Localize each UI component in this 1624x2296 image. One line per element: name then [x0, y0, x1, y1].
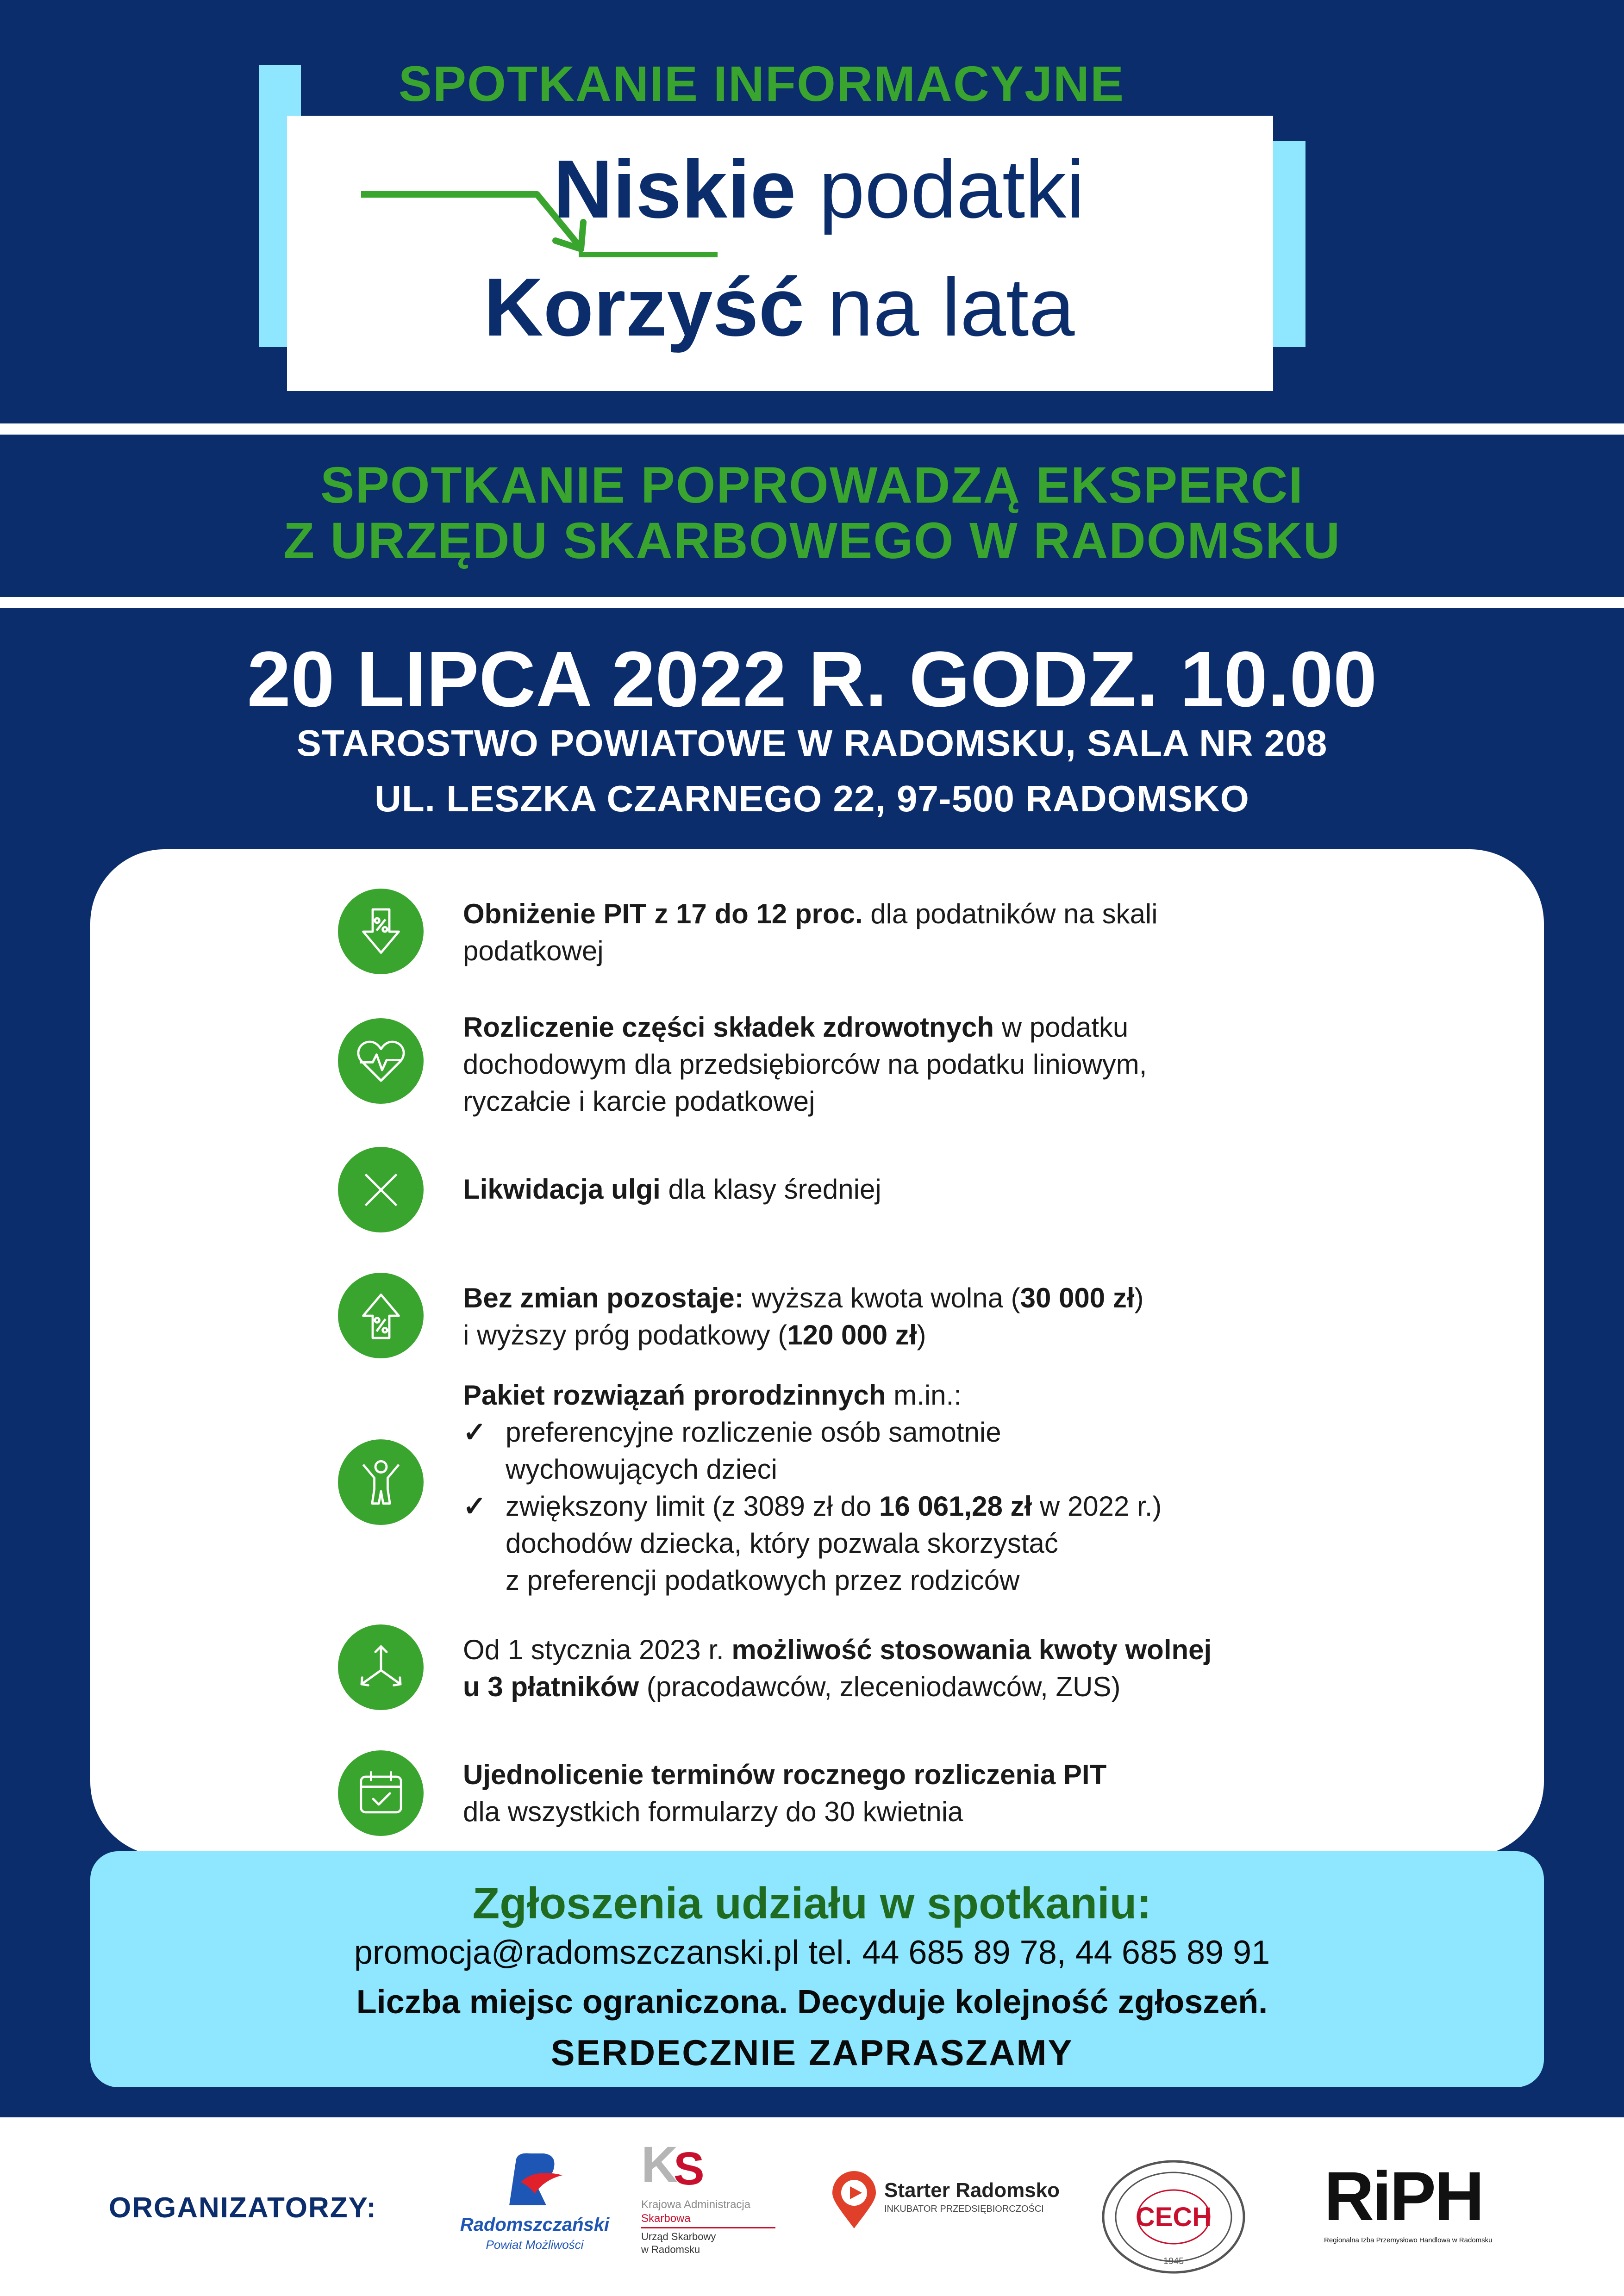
- divider-bottom: [0, 597, 1624, 608]
- list-item-unchanged: [463, 1280, 1343, 1354]
- venue-line-1: STAROSTWO POWIATOWE W RADOMSKU, SALA NR 208: [296, 722, 1328, 764]
- calendar-check-icon: [338, 1750, 424, 1836]
- item-bold: Bez zmian pozostaje:: [463, 1282, 744, 1313]
- logo5-sub: Regionalna Izba Przemysłowo Handlowa w Radomsku: [1324, 2236, 1493, 2244]
- bullet-child-income-limit: [463, 1488, 1343, 1599]
- venue-line-2: UL. LESZKA CZARNEGO 22, 97-500 RADOMSKO: [375, 778, 1249, 819]
- percent-up-icon: [338, 1273, 424, 1358]
- cech-seal-icon: [1099, 2157, 1248, 2277]
- event-date: 20 LIPCA 2022 R. GODZ. 10.00: [247, 635, 1377, 723]
- item-text: ): [1134, 1282, 1144, 1313]
- registration-heading: Zgłoszenia udziału w spotkaniu:: [472, 1879, 1152, 1928]
- item-amount: 120 000 zł: [787, 1319, 917, 1350]
- item-text: Od 1 stycznia 2023 r.: [463, 1634, 732, 1665]
- item-text: preferencyjne rozliczenie osób samotnie: [506, 1417, 1001, 1448]
- kas-logo-icon: [641, 2138, 734, 2194]
- item-text: z preferencji podatkowych przez rodziców: [506, 1565, 1020, 1596]
- logo1-sub: Powiat Możliwości: [486, 2238, 584, 2252]
- item-text: dla podatników na skali: [862, 898, 1158, 929]
- title-line-1-light: podatki: [818, 143, 1085, 235]
- bullet-single-parents: [463, 1414, 1343, 1488]
- logo2-line4: w Radomsku: [641, 2244, 700, 2255]
- item-text: wyższa kwota wolna (: [743, 1282, 1020, 1313]
- item-text: ): [917, 1319, 926, 1350]
- item-text: i wyższy próg podatkowy (: [463, 1319, 787, 1350]
- powiat-logo-icon: [502, 2150, 567, 2210]
- item-text: wychowujących dzieci: [506, 1454, 777, 1485]
- item-bold: u 3 płatników: [463, 1671, 639, 1702]
- experts-line-2: Z URZĘDU SKARBOWEGO W RADOMSKU: [283, 512, 1341, 569]
- item-text: dochodowym dla przedsiębiorców na podatku liniowym,: [463, 1049, 1147, 1080]
- title-line-2-light: na lata: [827, 261, 1075, 353]
- item-bold: Pakiet rozwiązań prorodzinnych: [463, 1380, 886, 1411]
- list-item-tax-free-amount: [463, 1631, 1343, 1705]
- title-line-2-bold: Korzyść: [484, 261, 805, 353]
- logo-riph: [1324, 2157, 1493, 2254]
- item-text: m.in.:: [886, 1380, 962, 1411]
- svg-text:K: K: [641, 2138, 678, 2193]
- logo-starter-radomsko: [829, 2171, 1069, 2235]
- logo2-divider: [641, 2227, 775, 2228]
- title-line-1: [553, 143, 1085, 235]
- list-item-health-contributions: [463, 1009, 1343, 1120]
- item-amount: 30 000 zł: [1020, 1282, 1135, 1313]
- check-icon: ✓: [463, 1417, 487, 1448]
- item-text: w podatku: [994, 1012, 1129, 1043]
- list-item-family-package: [463, 1377, 1343, 1599]
- logo-kas: [641, 2138, 780, 2277]
- item-text: dochodów dziecka, który pozwala skorzystać: [506, 1528, 1058, 1559]
- cross-icon: [338, 1147, 424, 1232]
- invitation-text: SERDECZNIE ZAPRASZAMY: [550, 2032, 1074, 2073]
- item-text: zwiększony limit (z 3089 zł do: [506, 1491, 879, 1522]
- percent-down-icon: [338, 889, 424, 974]
- list-item-unified-deadlines: [463, 1756, 1343, 1830]
- item-amount: 16 061,28 zł: [879, 1491, 1032, 1522]
- item-bold: Rozliczenie części składek zdrowotnych: [463, 1012, 994, 1043]
- cech-year: 1945: [1163, 2256, 1184, 2266]
- item-text: w 2022 r.): [1032, 1491, 1162, 1522]
- logo2-line2: Skarbowa: [641, 2212, 691, 2225]
- item-text: podatkowej: [463, 935, 604, 966]
- item-bold: Ujednolicenie terminów rocznego rozliczenia PIT: [463, 1759, 1107, 1790]
- logo5-mark: RiPH: [1324, 2157, 1483, 2235]
- heart-pulse-icon: [338, 1018, 424, 1104]
- logo-radomszczanski: [458, 2150, 611, 2265]
- logo-cech: [1099, 2157, 1248, 2277]
- underline-decor: [579, 250, 718, 259]
- location-pin-icon: [829, 2171, 880, 2231]
- organizers-label: ORGANIZATORZY:: [109, 2192, 377, 2224]
- logo2-line1: Krajowa Administracja: [641, 2198, 751, 2211]
- logo2-line3: Urząd Skarbowy: [641, 2231, 716, 2242]
- item-bold: Likwidacja ulgi: [463, 1174, 661, 1205]
- check-icon: ✓: [463, 1491, 487, 1522]
- cech-mark: CECH: [1135, 2202, 1212, 2232]
- limited-seats-note: Liczba miejsc ograniczona. Decyduje kolejność zgłoszeń.: [356, 1984, 1268, 2021]
- list-item-relief-removal: [463, 1171, 1343, 1208]
- item-text: ryczałcie i karcie podatkowej: [463, 1086, 815, 1117]
- family-icon: [338, 1439, 424, 1525]
- title-line-1-bold: Niskie: [553, 143, 796, 235]
- divider-top: [0, 423, 1624, 435]
- list-item-pit-reduction: [463, 896, 1343, 970]
- item-text: dla klasy średniej: [660, 1174, 881, 1205]
- experts-line-1: SPOTKANIE POPROWADZĄ EKSPERCI: [320, 457, 1304, 514]
- contact-info[interactable]: promocja@radomszczanski.pl tel. 44 685 89 78, 44 685 89 91: [354, 1934, 1270, 1971]
- title-line-2: [484, 261, 1075, 353]
- svg-text:S: S: [674, 2143, 705, 2194]
- title-box: [287, 116, 1273, 391]
- split-arrows-icon: [338, 1624, 424, 1710]
- item-bold: możliwość stosowania kwoty wolnej: [731, 1634, 1212, 1665]
- item-text: (pracodawców, zleceniodawców, ZUS): [639, 1671, 1121, 1702]
- kicker-text: SPOTKANIE INFORMACYJNE: [398, 56, 1125, 112]
- logo1-name: Radomszczański: [460, 2215, 610, 2235]
- item-bold: Obniżenie PIT z 17 do 12 proc.: [463, 898, 863, 929]
- item-text: dla wszystkich formularzy do 30 kwietnia: [463, 1796, 963, 1827]
- logo3-name: Starter Radomsko: [884, 2179, 1060, 2202]
- logo3-sub: INKUBATOR PRZEDSIĘBIORCZOŚCI: [884, 2204, 1044, 2214]
